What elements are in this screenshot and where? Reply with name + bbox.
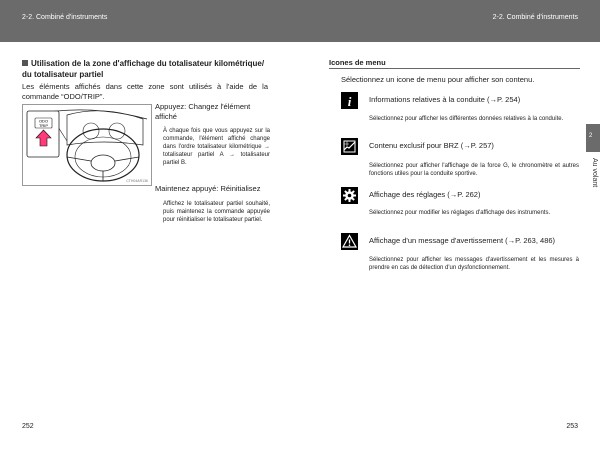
brz-chart-icon [341,138,358,155]
menu-item-description: Sélectionnez pour afficher les messages d'avertissement et les mesures à prendre en cas de détection d'un dysfonctionnement. [369,257,579,271]
menu-item-title: Informations relatives à la conduite (→P. 254) [369,95,521,104]
gear-icon [341,187,358,204]
header-right-text: 2-2. Combiné d'instruments [492,14,578,21]
header-left-text: 2-2. Combiné d'instruments [22,14,108,21]
steering-wheel-illustration [23,105,151,185]
section-heading-text: Utilisation de la zone d'affichage du totalisateur kilométrique/ du totalisateur partiel [22,59,265,79]
figure-code: CTH04AR136 [126,179,148,183]
press-instruction-title: Appuyez: Changez l'élément affiché [155,102,251,121]
page-number-right: 253 [566,423,578,430]
menu-item-description: Sélectionnez pour modifier les réglages d'affichage des instruments. [369,210,551,216]
button-label-odo: ODO [38,118,49,124]
section-heading [22,58,272,80]
dashboard-illustration [22,104,152,186]
warning-icon [341,233,358,250]
page-header-bar [0,0,600,42]
menu-item-title: Contenu exclusif pour BRZ (→P. 257) [369,141,494,150]
menu-intro: Sélectionnez un icone de menu pour afficher son contenu. [341,75,535,84]
page-number-left: 252 [22,423,34,430]
intro-paragraph: Les éléments affichés dans cette zone sont utilisés à l'aide de la commande “ODO/TRIP”. [22,82,268,101]
chapter-tab [586,124,600,152]
hold-instruction-body: Affichez le totalisateur partiel souhaité, puis maintenez la commande appuyée pour réinitialiser le totalisateur partiel. [163,201,270,223]
menu-item-title: Affichage des réglages (→P. 262) [369,190,481,199]
svg-text:i: i [347,94,352,109]
menu-item-description: Sélectionnez pour afficher l'affichage de la force G, le chronomètre et autres fonctions utiles pour la conduite sportive. [369,163,579,177]
hold-instruction-title: Maintenez appuyé: Réinitialisez [155,184,261,193]
square-bullet-icon [22,60,28,66]
menu-item-description: Sélectionnez pour afficher les différentes données relatives à la conduite. [369,116,564,122]
press-instruction-body: À chaque fois que vous appuyez sur la commande, l'élément affiché change dans l'ordre totalisateur kilométrique → totalisateur partiel A → totalisateur partiel B. [163,128,270,166]
menu-item-title: Affichage d'un message d'avertissement (→P. 263, 486) [369,236,556,245]
button-label-trip: TRIP [38,123,49,128]
page-divider [299,42,300,450]
info-icon [341,92,358,109]
chapter-tab-label: Au volant [591,158,598,188]
menu-icons-header: Icones de menu [329,58,580,69]
chapter-tab-number: 2 [589,133,593,139]
